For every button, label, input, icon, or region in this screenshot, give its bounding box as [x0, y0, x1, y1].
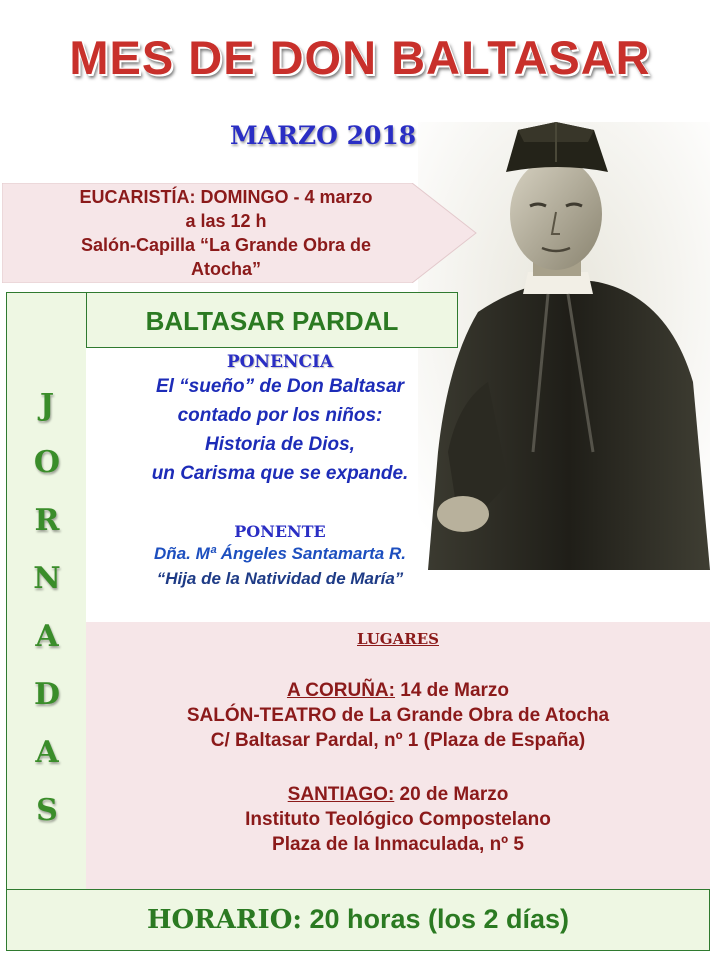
- eucaristia-line-1: EUCARISTÍA: DOMINGO - 4 marzo: [79, 187, 373, 207]
- ponente-header: PONENTE: [234, 522, 326, 541]
- santiago-date: 20 de Marzo: [394, 784, 509, 805]
- jornadas-letter: A: [35, 735, 59, 770]
- eucaristia-line-2: a las 12 h: [185, 211, 267, 231]
- jornadas-letter: D: [33, 677, 60, 712]
- eucaristia-line-3: Salón-Capilla “La Grande Obra de: [80, 235, 372, 255]
- ponencia-line: un Carisma que se expande.: [151, 463, 409, 484]
- lugares-header: LUGARES: [357, 630, 439, 648]
- ponente-role: “Hija de la Natividad de María”: [156, 569, 404, 588]
- coruna-venue: SALÓN-TEATRO de La Grande Obra de Atocha: [186, 705, 610, 726]
- santiago-address: Plaza de la Inmaculada, nº 5: [272, 834, 524, 855]
- ponencia-section: [100, 352, 460, 488]
- santiago-city: SANTIAGO:: [287, 784, 395, 805]
- jornadas-letter: N: [33, 561, 61, 596]
- coruna-block: [86, 678, 710, 753]
- lugares-section: [86, 622, 710, 890]
- poster-title: MES DE DON BALTASAR: [69, 31, 651, 84]
- ponencia-line: El “sueño” de Don Baltasar: [155, 376, 405, 397]
- ponente-name: Dña. Mª Ángeles Santamarta R.: [154, 544, 406, 563]
- eucaristia-text: [6, 185, 446, 281]
- coruna-address: C/ Baltasar Pardal, nº 1 (Plaza de España): [210, 730, 586, 751]
- coruna-city: A CORUÑA:: [286, 680, 395, 701]
- eucaristia-line-4: Atocha”: [190, 259, 261, 279]
- jornadas-letter: J: [39, 388, 55, 423]
- month-label: MARZO 2018: [230, 121, 417, 150]
- horario-value: 20 horas (los 2 días): [301, 904, 570, 934]
- ponencia-line: contado por los niños:: [177, 405, 383, 426]
- ponente-section: [100, 522, 460, 591]
- speaker-name-box: BALTASAR PARDAL: [86, 292, 458, 348]
- coruna-date: 14 de Marzo: [394, 680, 510, 701]
- santiago-venue: Instituto Teológico Compostelano: [245, 809, 551, 830]
- eucaristia-banner: [2, 183, 478, 283]
- santiago-block: [86, 782, 710, 857]
- horario-box: [6, 889, 710, 951]
- jornadas-letter: R: [34, 503, 60, 538]
- jornadas-vertical-label: [6, 292, 86, 890]
- ponencia-line: Historia de Dios,: [205, 434, 355, 455]
- santiago-date-line: [86, 782, 710, 807]
- jornadas-letter: A: [35, 619, 59, 654]
- horario-label: HORARIO:: [146, 905, 302, 935]
- ponencia-header: PONENCIA: [226, 352, 334, 372]
- coruna-date-line: [86, 678, 710, 703]
- jornadas-letter: O: [33, 445, 61, 480]
- jornadas-letter: S: [36, 793, 58, 828]
